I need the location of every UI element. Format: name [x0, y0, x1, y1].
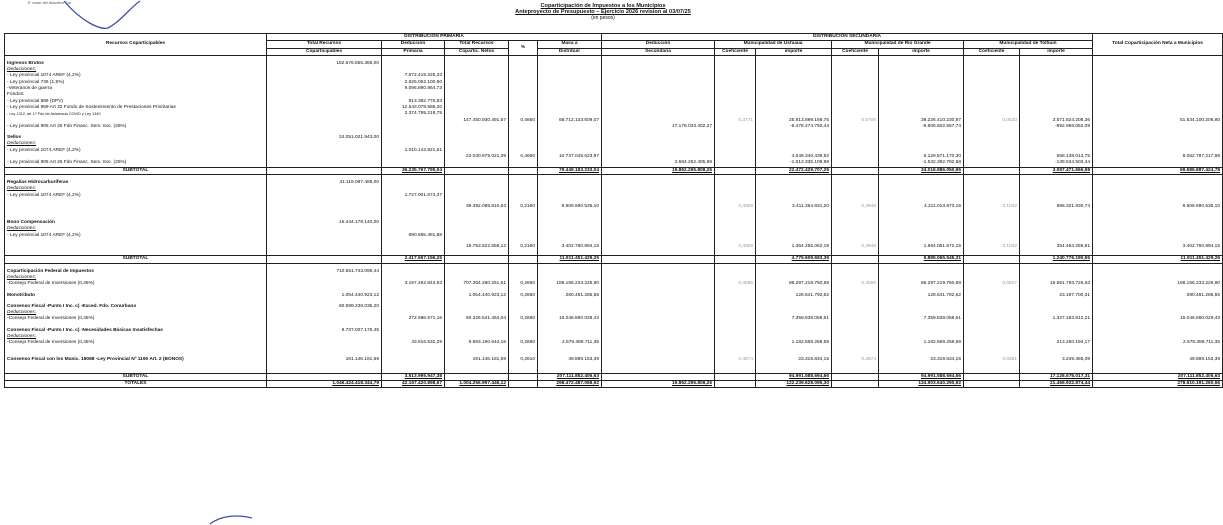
cell-rn — [445, 373, 509, 380]
cell-dp: 36.235.767.795,04 — [382, 167, 445, 174]
col-deduccion-sub: Primaria — [382, 48, 445, 55]
cell-uc — [715, 167, 756, 174]
cell-ti: -139.534.503,44 — [1020, 160, 1093, 167]
cell-l: - Ley provincial 1074 AREF (4,2%) — [5, 193, 267, 199]
document-subtitle: Anteproyecto de Presupuesto – Ejercicio 2026 revision al 03/07/25 — [515, 9, 691, 15]
cell-tn: 8.052.787.217,98 — [1093, 154, 1223, 160]
cell-uc — [715, 256, 756, 263]
subtotal-row — [5, 373, 1223, 380]
cell-ma: 16.046.860.029,43 — [538, 316, 602, 322]
col-total-neto: Total Coparticipación Neta a Municipios — [1093, 34, 1223, 56]
cell-ds — [602, 373, 715, 380]
cell-ri: 34.016.986.050,95 — [879, 167, 964, 174]
cell-rc — [832, 256, 879, 263]
cell-pct — [509, 167, 538, 174]
cell-tr: 24.051.021.943,00 — [267, 135, 382, 141]
cell-ui: 94.991.588.694,66 — [756, 373, 832, 380]
cell-ti: 886.321.930,74 — [1020, 204, 1093, 210]
cell-ds: 2.684.262.405,99 — [602, 160, 715, 167]
cell-ma — [538, 160, 602, 167]
cell-rn: 147.450.930.491,57 — [445, 118, 509, 124]
cell-ma: 8.508.690.535,10 — [538, 204, 602, 210]
cell-uc — [715, 373, 756, 380]
col-riogrande: Municipalidad de Río Grande — [832, 41, 964, 48]
cell-tr: 191.146.181,59 — [267, 357, 382, 363]
cell-tn: 59.586.887.424,78 — [1093, 167, 1223, 174]
cell-ui: 23.319.834,15 — [756, 357, 832, 363]
cell-l: -Consejo Federal de Inversiones (0,45%) — [5, 340, 267, 346]
cell-dp: 3.197.482.843,93 — [382, 281, 445, 287]
cell-ui: 22.472.429.707,25 — [756, 167, 832, 174]
cell-rc — [832, 373, 879, 380]
cell-l: -Consejo Federal de Inversiones (0,45%) — [5, 281, 267, 287]
cell-l: - Ley provincial 959 Art 32 Fondo de Sostenimiento de Prestaciones Prioritarias — [5, 105, 267, 111]
cell-tr — [267, 167, 382, 174]
cell-dp: 7.672.415.325,33 — [382, 73, 445, 79]
cell-ri: -9.806.602.557,74 — [879, 124, 964, 130]
cell-ui: 4.049.340.439,92 — [756, 154, 832, 160]
cell-l: Deducciones: — [5, 186, 267, 192]
cell-ui: 128.641.792,62 — [756, 293, 832, 299]
cell-tn — [1093, 160, 1223, 167]
cell-l: - Ley 1312, art 17 Fdo de Asistencia COVID y Ley 1340 — [5, 111, 267, 117]
cell-pct — [509, 373, 538, 380]
cell-uc — [715, 381, 756, 388]
signature-mark-bottom — [208, 514, 258, 525]
document-units: (en pesos) — [591, 15, 615, 21]
cell-tc — [964, 381, 1020, 388]
cell-ri: 5.895.065.545,31 — [879, 256, 964, 263]
cell-ui: 1.182.569.258,59 — [756, 340, 832, 346]
cell-ti: 3.249.485,09 — [1020, 357, 1093, 363]
cell-dp: 12.543.078.586,20 — [382, 105, 445, 111]
cell-dp: 913.382.776,83 — [382, 99, 445, 105]
cell-ti: 23.197.700,31 — [1020, 293, 1093, 299]
cell-l: Deducciones: — [5, 141, 267, 147]
cell-rn — [445, 256, 509, 263]
cell-l: Consenso Fiscal -Punto I Inc. c) -Exced. Fdo. Conurbano — [5, 304, 267, 310]
cell-l: - Ley provincial 1074 AREF (4,2%) — [5, 148, 267, 154]
cell-l: Deducciones: — [5, 226, 267, 232]
cell-ri: 94.991.588.694,66 — [879, 373, 964, 380]
cell-ri: -1.532.392.792,58 — [879, 160, 964, 167]
col-deduccion: Deducción — [382, 41, 445, 48]
cell-pct: 0,4660 — [509, 118, 538, 124]
cell-ri: 4.211.013.973,16 — [879, 204, 964, 210]
cell-pct — [509, 160, 538, 167]
cell-l: - Ley provincial 1074 AREF (4,2%) — [5, 73, 267, 79]
cell-dp: 690.655.481,88 — [382, 233, 445, 239]
cell-rc: 0,4949 — [832, 204, 879, 210]
cell-rc: 0,5708 — [832, 118, 879, 124]
cell-ma: 298.472.487.068,92 — [538, 381, 602, 388]
cell-ma: 49.889.153,39 — [538, 357, 602, 363]
cell-tr: 16.444.178.140,00 — [267, 220, 382, 226]
col-ushuaia-coef: Coeficiente — [715, 48, 756, 55]
cell-tr: 1.054.440.923,12 — [267, 293, 382, 299]
cell-ri: 6.129.571.170,30 — [879, 154, 964, 160]
cell-rn: 1.054.440.923,12 — [445, 293, 509, 299]
cell-ri: 39.226.410.230,97 — [879, 118, 964, 124]
col-recursos: Recursos Coparticipables — [5, 34, 267, 56]
cell-rc — [832, 160, 879, 167]
cell-rn: 1.004.256.997.446,12 — [445, 381, 509, 388]
cell-rn: 707.354.260.251,51 — [445, 281, 509, 287]
cell-tr: 60.599.238.035,20 — [267, 304, 382, 310]
col-ded-sec: Deducción — [602, 41, 715, 48]
cell-l: SUBTOTAL — [5, 167, 267, 174]
cell-uc: 0,4009 — [715, 204, 756, 210]
cell-l: SUBTOTAL — [5, 373, 267, 380]
cell-tc: 0,1042 — [964, 244, 1020, 250]
cell-ri: 1.182.569.258,59 — [879, 340, 964, 346]
cell-l: Monotributo — [5, 293, 267, 299]
cell-tc: 0,0827 — [964, 281, 1020, 287]
cell-l: Consenso Fiscal -Punto I Inc. c) -Necesidades Básicas Insatisfechas — [5, 328, 267, 334]
cell-uc: 0,4586 — [715, 281, 756, 287]
cell-rc: 0,4586 — [832, 281, 879, 287]
cell-rn: 9.693.190.644,16 — [445, 340, 509, 346]
col-ushuaia: Municipalidad de Ushuaia — [715, 41, 832, 48]
col-tolhuin-coef: Coeficiente — [964, 48, 1020, 55]
cell-tc — [964, 256, 1020, 263]
cell-rc — [832, 167, 879, 174]
cell-l: Consenso Fiscal con los Munic. 18088 -Ley Provincial Nº 1190 Art. 2 (BONOS) — [5, 357, 267, 363]
cell-pct: 0,2660 — [509, 340, 538, 346]
cell-tn: 16.046.860.029,43 — [1093, 316, 1223, 322]
cell-dp: 1.727.001.674,37 — [382, 193, 445, 199]
cell-ma: 79.449.183.233,04 — [538, 167, 602, 174]
cell-ri: 134.903.640.290,92 — [879, 381, 964, 388]
cell-rc: 0,4674 — [832, 357, 879, 363]
cell-ti: 1.240.776.190,55 — [1020, 256, 1093, 263]
document-title: Coparticipación de Impuestos a los Municipios — [540, 3, 666, 9]
cell-rc — [832, 381, 879, 388]
cell-tr — [267, 373, 382, 380]
cell-tn: 207.111.852.406,63 — [1093, 373, 1223, 380]
cell-ri: 128.641.792,62 — [879, 293, 964, 299]
col-dist-primaria: DISTRIBUCION PRIMARIA — [267, 34, 602, 41]
cell-l: -Veteranos de guerra — [5, 86, 267, 92]
cell-tr: 1.046.424.418.344,79 — [267, 381, 382, 388]
cell-tc — [964, 373, 1020, 380]
cell-tc — [964, 167, 1020, 174]
cell-ti: 3.571.824.208,36 — [1020, 118, 1093, 124]
cell-ui: 122.239.628.095,30 — [756, 381, 832, 388]
cell-tn: 188.156.233.226,90 — [1093, 281, 1223, 287]
cell-l: -Consejo Federal de Inversiones (0,45%) — [5, 316, 267, 322]
cell-tn: 280.481.285,55 — [1093, 293, 1223, 299]
cell-tc: 0,0651 — [964, 357, 1020, 363]
cell-ui: 86.297.219.750,68 — [756, 281, 832, 287]
cell-pct: 0,2660 — [509, 316, 538, 322]
cell-tn: 51.534.100.206,80 — [1093, 118, 1223, 124]
col-pct: % — [509, 41, 538, 56]
col-total-netos-sub: Copartic. Netos — [445, 48, 509, 55]
cell-l: Deducciones: — [5, 310, 267, 316]
cell-ui: 25.913.899.169,75 — [756, 118, 832, 124]
cell-l: - Ley provincial 886 (DPV) — [5, 99, 267, 105]
cell-ti: 21.466.922.874,44 — [1020, 381, 1093, 388]
cell-ds — [602, 256, 715, 263]
cell-l: Deducciones: — [5, 334, 267, 340]
cell-ds: 19.862.295.808,26 — [602, 381, 715, 388]
cell-tc — [964, 160, 1020, 167]
col-masa-sub: Distribuir — [538, 48, 602, 55]
cell-pct — [509, 256, 538, 263]
cell-uc — [715, 160, 756, 167]
cell-ui: 7.359.838.058,61 — [756, 316, 832, 322]
cell-rn: 60.326.541.464,04 — [445, 316, 509, 322]
cell-ti: 3.097.471.666,58 — [1020, 167, 1093, 174]
cell-l: Sellos — [5, 135, 267, 141]
cell-tc: 0,1042 — [964, 204, 1020, 210]
cell-ri: 23.319.834,15 — [879, 357, 964, 363]
cell-tn: 2.578.388.711,35 — [1093, 340, 1223, 346]
cell-rn — [445, 167, 509, 174]
col-total-recursos-sub: Coparticipables — [267, 48, 382, 55]
cell-ti: 17.128.675.017,31 — [1020, 373, 1093, 380]
col-riogrande-importe: importe — [879, 48, 964, 55]
cell-pct: 0,2660 — [509, 293, 538, 299]
cell-ds: 19.862.295.808,26 — [602, 167, 715, 174]
cell-ma: 280.481.285,55 — [538, 293, 602, 299]
cell-dp: 2.625.062.100,60 — [382, 80, 445, 86]
cell-l: Regalías Hidrocarburíferas — [5, 180, 267, 186]
cell-tn: 278.610.191.260,66 — [1093, 381, 1223, 388]
institution-caption: E vuian del Atlantico Sur — [28, 0, 72, 5]
cell-ui: -1.012.335.109,98 — [756, 160, 832, 167]
cell-rn: 15.753.522.658,12 — [445, 244, 509, 250]
cell-dp: 9.096.890.864,73 — [382, 86, 445, 92]
col-ded-sec-sub: Secundaria — [602, 48, 715, 55]
cell-ma: 3.402.760.894,15 — [538, 244, 602, 250]
cell-l: Deducciones: — [5, 275, 267, 281]
cell-ti: 213.250.194,17 — [1020, 340, 1093, 346]
cell-ri: 7.359.838.058,61 — [879, 316, 964, 322]
cell-tn: 8.508.690.535,10 — [1093, 204, 1223, 210]
cell-pct: 0,2660 — [509, 281, 538, 287]
cell-l: Bono Compensación — [5, 220, 267, 226]
cell-pct: 0,2160 — [509, 204, 538, 210]
cell-l: Fondos: — [5, 92, 267, 98]
cell-rn: 191.146.181,59 — [445, 357, 509, 363]
col-total-netos: Total Recursos — [445, 41, 509, 48]
cell-ma: 207.111.852.406,63 — [538, 373, 602, 380]
cell-rn: 23.040.879.021,39 — [445, 154, 509, 160]
cell-pct: 0,4660 — [509, 154, 538, 160]
col-masa: Masa a — [538, 41, 602, 48]
cell-ma: 2.578.388.711,35 — [538, 340, 602, 346]
col-dist-secundaria: DISTRIBUCIÓN SECUNDARIA — [602, 34, 1093, 41]
cell-l: Coparticipación Federal de Impuestos — [5, 269, 267, 275]
cell-ri: 1.684.051.572,15 — [879, 244, 964, 250]
col-total-recursos: Total Recursos — [267, 41, 382, 48]
cell-tr — [267, 256, 382, 263]
cell-dp: 43.816.532,29 — [382, 340, 445, 346]
subtotal-row — [5, 381, 1223, 388]
cell-ds: 17.178.033.402,27 — [602, 124, 715, 130]
cell-l: TOTALES — [5, 381, 267, 388]
col-ushuaia-importe: importe — [756, 48, 832, 55]
cell-l: Ingresos Brutos — [5, 61, 267, 67]
cell-ti: -892.956.052,09 — [1020, 124, 1093, 130]
cell-ui: 1.364.255.062,19 — [756, 244, 832, 250]
subtotal-row — [5, 256, 1223, 263]
cell-tr: 9.737.007.176,45 — [267, 328, 382, 334]
cell-dp: 42.167.420.898,67 — [382, 381, 445, 388]
cell-tr: 41.119.087.485,00 — [267, 180, 382, 186]
cell-l: SUBTOTAL — [5, 256, 267, 263]
cell-ma: 11.911.451.429,25 — [538, 256, 602, 263]
subtotal-row — [5, 167, 1223, 174]
cell-ma: 10.737.049.623,97 — [538, 154, 602, 160]
cell-pct — [509, 381, 538, 388]
cell-tr: 182.676.555.365,00 — [267, 61, 382, 67]
cell-dp: 272.696.571,16 — [382, 316, 445, 322]
cell-ti: 354.454.259,81 — [1020, 244, 1093, 250]
cell-rn — [445, 160, 509, 167]
cell-dp: 1.010.142.921,61 — [382, 148, 445, 154]
cell-pct: 0,2610 — [509, 357, 538, 363]
cell-tc: 0,0520 — [964, 118, 1020, 124]
cell-ma: 188.156.233.226,90 — [538, 281, 602, 287]
coparticipation-table — [4, 33, 1223, 388]
cell-uc: 0,3771 — [715, 118, 756, 124]
document-header — [0, 3, 1206, 21]
cell-dp: 3.513.995.947,38 — [382, 373, 445, 380]
cell-ui: -6.478.474.792,44 — [756, 124, 832, 130]
cell-l: - Ley provincial 905 Art 25 Fdo Financ. Serv. Soc. (25%) — [5, 160, 267, 167]
cell-ti: 558.138.013,75 — [1020, 154, 1093, 160]
cell-ti: 1.327.183.912,21 — [1020, 316, 1093, 322]
cell-dp — [382, 160, 445, 167]
cell-ui: 4.775.609.693,39 — [756, 256, 832, 263]
cell-ti: 15.561.793.725,53 — [1020, 281, 1093, 287]
cell-ri: 86.297.219.750,68 — [879, 281, 964, 287]
cell-ma: 68.712.133.609,07 — [538, 118, 602, 124]
cell-tn: 3.402.760.894,15 — [1093, 244, 1223, 250]
col-tolhuin-importe: importe — [1020, 48, 1093, 55]
cell-rc: 0,4949 — [832, 244, 879, 250]
cell-tr: 710.551.743.095,44 — [267, 269, 382, 275]
col-tolhuin: Municipalidad de Tolhuin — [964, 41, 1093, 48]
cell-l: - Ley provincial 736 (1,5%) — [5, 80, 267, 86]
cell-pct: 0,2160 — [509, 244, 538, 250]
cell-l: Deducciones: — [5, 67, 267, 73]
cell-rn: 39.392.085.810,63 — [445, 204, 509, 210]
cell-uc: 0,4674 — [715, 357, 756, 363]
cell-dp: 2.417.657.156,25 — [382, 256, 445, 263]
cell-l: - Ley provincial 1074 AREF (4,2%) — [5, 233, 267, 239]
cell-tn: 11.911.451.429,25 — [1093, 256, 1223, 263]
cell-l: - Ley provincial 905 Art 25 Fdo Financ. Serv. Soc. (25%) — [5, 124, 267, 130]
cell-tn: 49.889.153,39 — [1093, 357, 1223, 363]
cell-dp: 2.374.795.219,75 — [382, 111, 445, 117]
cell-tr — [267, 160, 382, 167]
table-body — [5, 55, 1223, 388]
table-row — [5, 160, 1223, 167]
cell-ui: 3.411.354.831,20 — [756, 204, 832, 210]
cell-uc: 0,4009 — [715, 244, 756, 250]
col-riogrande-coef: Coeficiente — [832, 48, 879, 55]
